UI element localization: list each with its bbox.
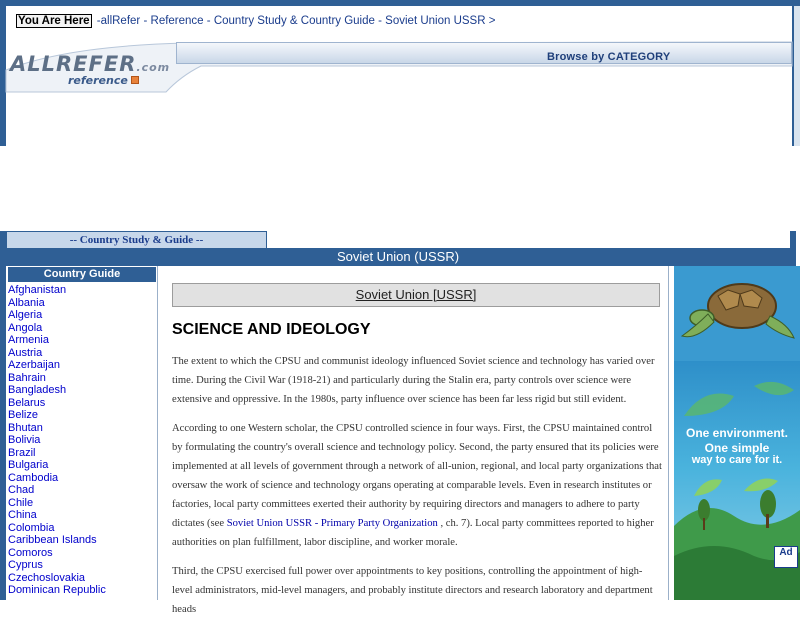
sidebar-item-bulgaria[interactable]: Bulgaria — [8, 459, 49, 471]
sidebar-item-brazil[interactable]: Brazil — [8, 446, 36, 459]
you-are-here-label: You Are Here — [18, 15, 90, 27]
logo-banner — [6, 40, 792, 92]
sidebar-item-armenia[interactable]: Armenia — [8, 334, 49, 346]
allrefer-logo[interactable] — [10, 52, 171, 87]
country-link[interactable]: Soviet Union [USSR] — [355, 287, 477, 302]
breadcrumb-reference-link[interactable]: Reference — [150, 15, 204, 27]
sidebar-item-angola[interactable]: Angola — [8, 321, 43, 334]
top-border — [0, 0, 800, 6]
sidebar-item-dominican-republic[interactable]: Dominican Republic — [8, 584, 106, 596]
sidebar-item-bahrain[interactable]: Bahrain — [8, 371, 46, 384]
sidebar-item-china[interactable]: China — [8, 509, 37, 521]
sidebar-item-caribbean-islands[interactable]: Caribbean Islands — [8, 534, 97, 546]
content-left-border — [0, 231, 6, 600]
main-divider — [668, 266, 669, 600]
sidebar-item-belarus[interactable]: Belarus — [8, 396, 46, 409]
section-heading: SCIENCE AND IDEOLOGY — [172, 321, 371, 338]
logo-subtitle: reference — [68, 74, 139, 87]
sidebar-item-azerbaijan[interactable]: Azerbaijan — [8, 359, 60, 371]
environment-ad[interactable] — [674, 266, 800, 600]
logo-wordmark: ALLREFER.com — [10, 52, 171, 76]
content-right-border — [790, 231, 796, 266]
sidebar-item-algeria[interactable]: Algeria — [8, 309, 43, 321]
logo-square-icon — [131, 76, 139, 84]
browse-category-label: Browse by CATEGORY — [547, 51, 671, 63]
sidebar-item-colombia[interactable]: Colombia — [8, 521, 55, 534]
primary-party-organization-link[interactable]: Soviet Union USSR - Primary Party Organization — [226, 518, 438, 529]
sidebar-divider — [157, 266, 158, 600]
sidebar-item-cambodia[interactable]: Cambodia — [8, 471, 59, 484]
sidebar-item-chile[interactable]: Chile — [8, 496, 34, 509]
breadcrumb-country-study-link[interactable]: Country Study & Country Guide — [213, 15, 375, 27]
article-body — [172, 352, 662, 629]
sidebar-item-austria[interactable]: Austria — [8, 346, 43, 359]
main-content — [172, 266, 662, 615]
page-title-bar: Soviet Union (USSR) — [6, 248, 790, 266]
country-list — [8, 284, 156, 597]
ad-line-3: way to care for it. — [691, 454, 783, 466]
ad-council-logo: Ad — [774, 546, 798, 568]
breadcrumb-allrefer-link[interactable]: allRefer — [100, 15, 141, 27]
sidebar-item-chad[interactable]: Chad — [8, 484, 35, 496]
ad-line-1: One environment. — [685, 426, 789, 440]
sidebar-item-czechoslovakia[interactable]: Czechoslovakia — [8, 571, 86, 584]
country-study-tab[interactable]: -- Country Study & Guide -- — [6, 231, 267, 249]
browse-category-bar[interactable] — [176, 42, 792, 64]
sidebar-item-bolivia[interactable]: Bolivia — [8, 434, 41, 446]
breadcrumb-soviet-union-link[interactable]: Soviet Union USSR — [385, 15, 486, 27]
sidebar-item-bangladesh[interactable]: Bangladesh — [8, 384, 67, 396]
sidebar-item-bhutan[interactable]: Bhutan — [8, 421, 43, 434]
right-border — [792, 6, 800, 146]
paragraph-2: According to one Western scholar, the CPSU controlled science in four ways. First, the CPSU maintained control by formulating the country's overall science and technology policy. Second, the party ensured that its policies were implemented at all levels of government through a network of all-union, regional, and local party organizations that oversaw the work of science and technology organs operating at comparable levels. Even in research institutes or factories, local party committees exerted their authority by requiring directors and managers to adhere to party dictates (see Soviet Union USSR - Primary Party Organization , ch. 7). Local party committees reported to higher authorities on plan fulfillment, labor discipline, and worker morale. — [172, 423, 662, 548]
sidebar-item-cyprus[interactable]: Cyprus — [8, 559, 43, 571]
sidebar-item-comoros[interactable]: Comoros — [8, 546, 53, 559]
sidebar-item-afghanistan[interactable]: Afghanistan — [8, 284, 67, 296]
turtle-shell-icon — [708, 284, 776, 328]
breadcrumb: You Are Here -allRefer - Reference - Country Study & Country Guide - Soviet Union USSR > — [18, 15, 496, 27]
sidebar-item-belize[interactable]: Belize — [8, 409, 38, 421]
paragraph-3: Third, the CPSU exercised full power over appointments to key positions, controlling the appointment of high-level administrators, mid-level managers, and probably institute directors and research laboratory and department heads — [172, 566, 653, 615]
country-guide-heading: Country Guide — [8, 267, 156, 282]
sidebar-item-albania[interactable]: Albania — [8, 296, 45, 309]
ad-line-2: One simple — [704, 441, 770, 455]
country-link-box — [172, 283, 660, 307]
country-guide-sidebar — [8, 266, 156, 600]
paragraph-1: The extent to which the CPSU and communist ideology influenced Soviet science and technology has varied over time. During the Civil War (1918-21) and particularly during the Stalin era, party controls over science were extensive and oppressive. In the 1980s, party influence over science has been far less rigid but still evident. — [172, 356, 655, 405]
